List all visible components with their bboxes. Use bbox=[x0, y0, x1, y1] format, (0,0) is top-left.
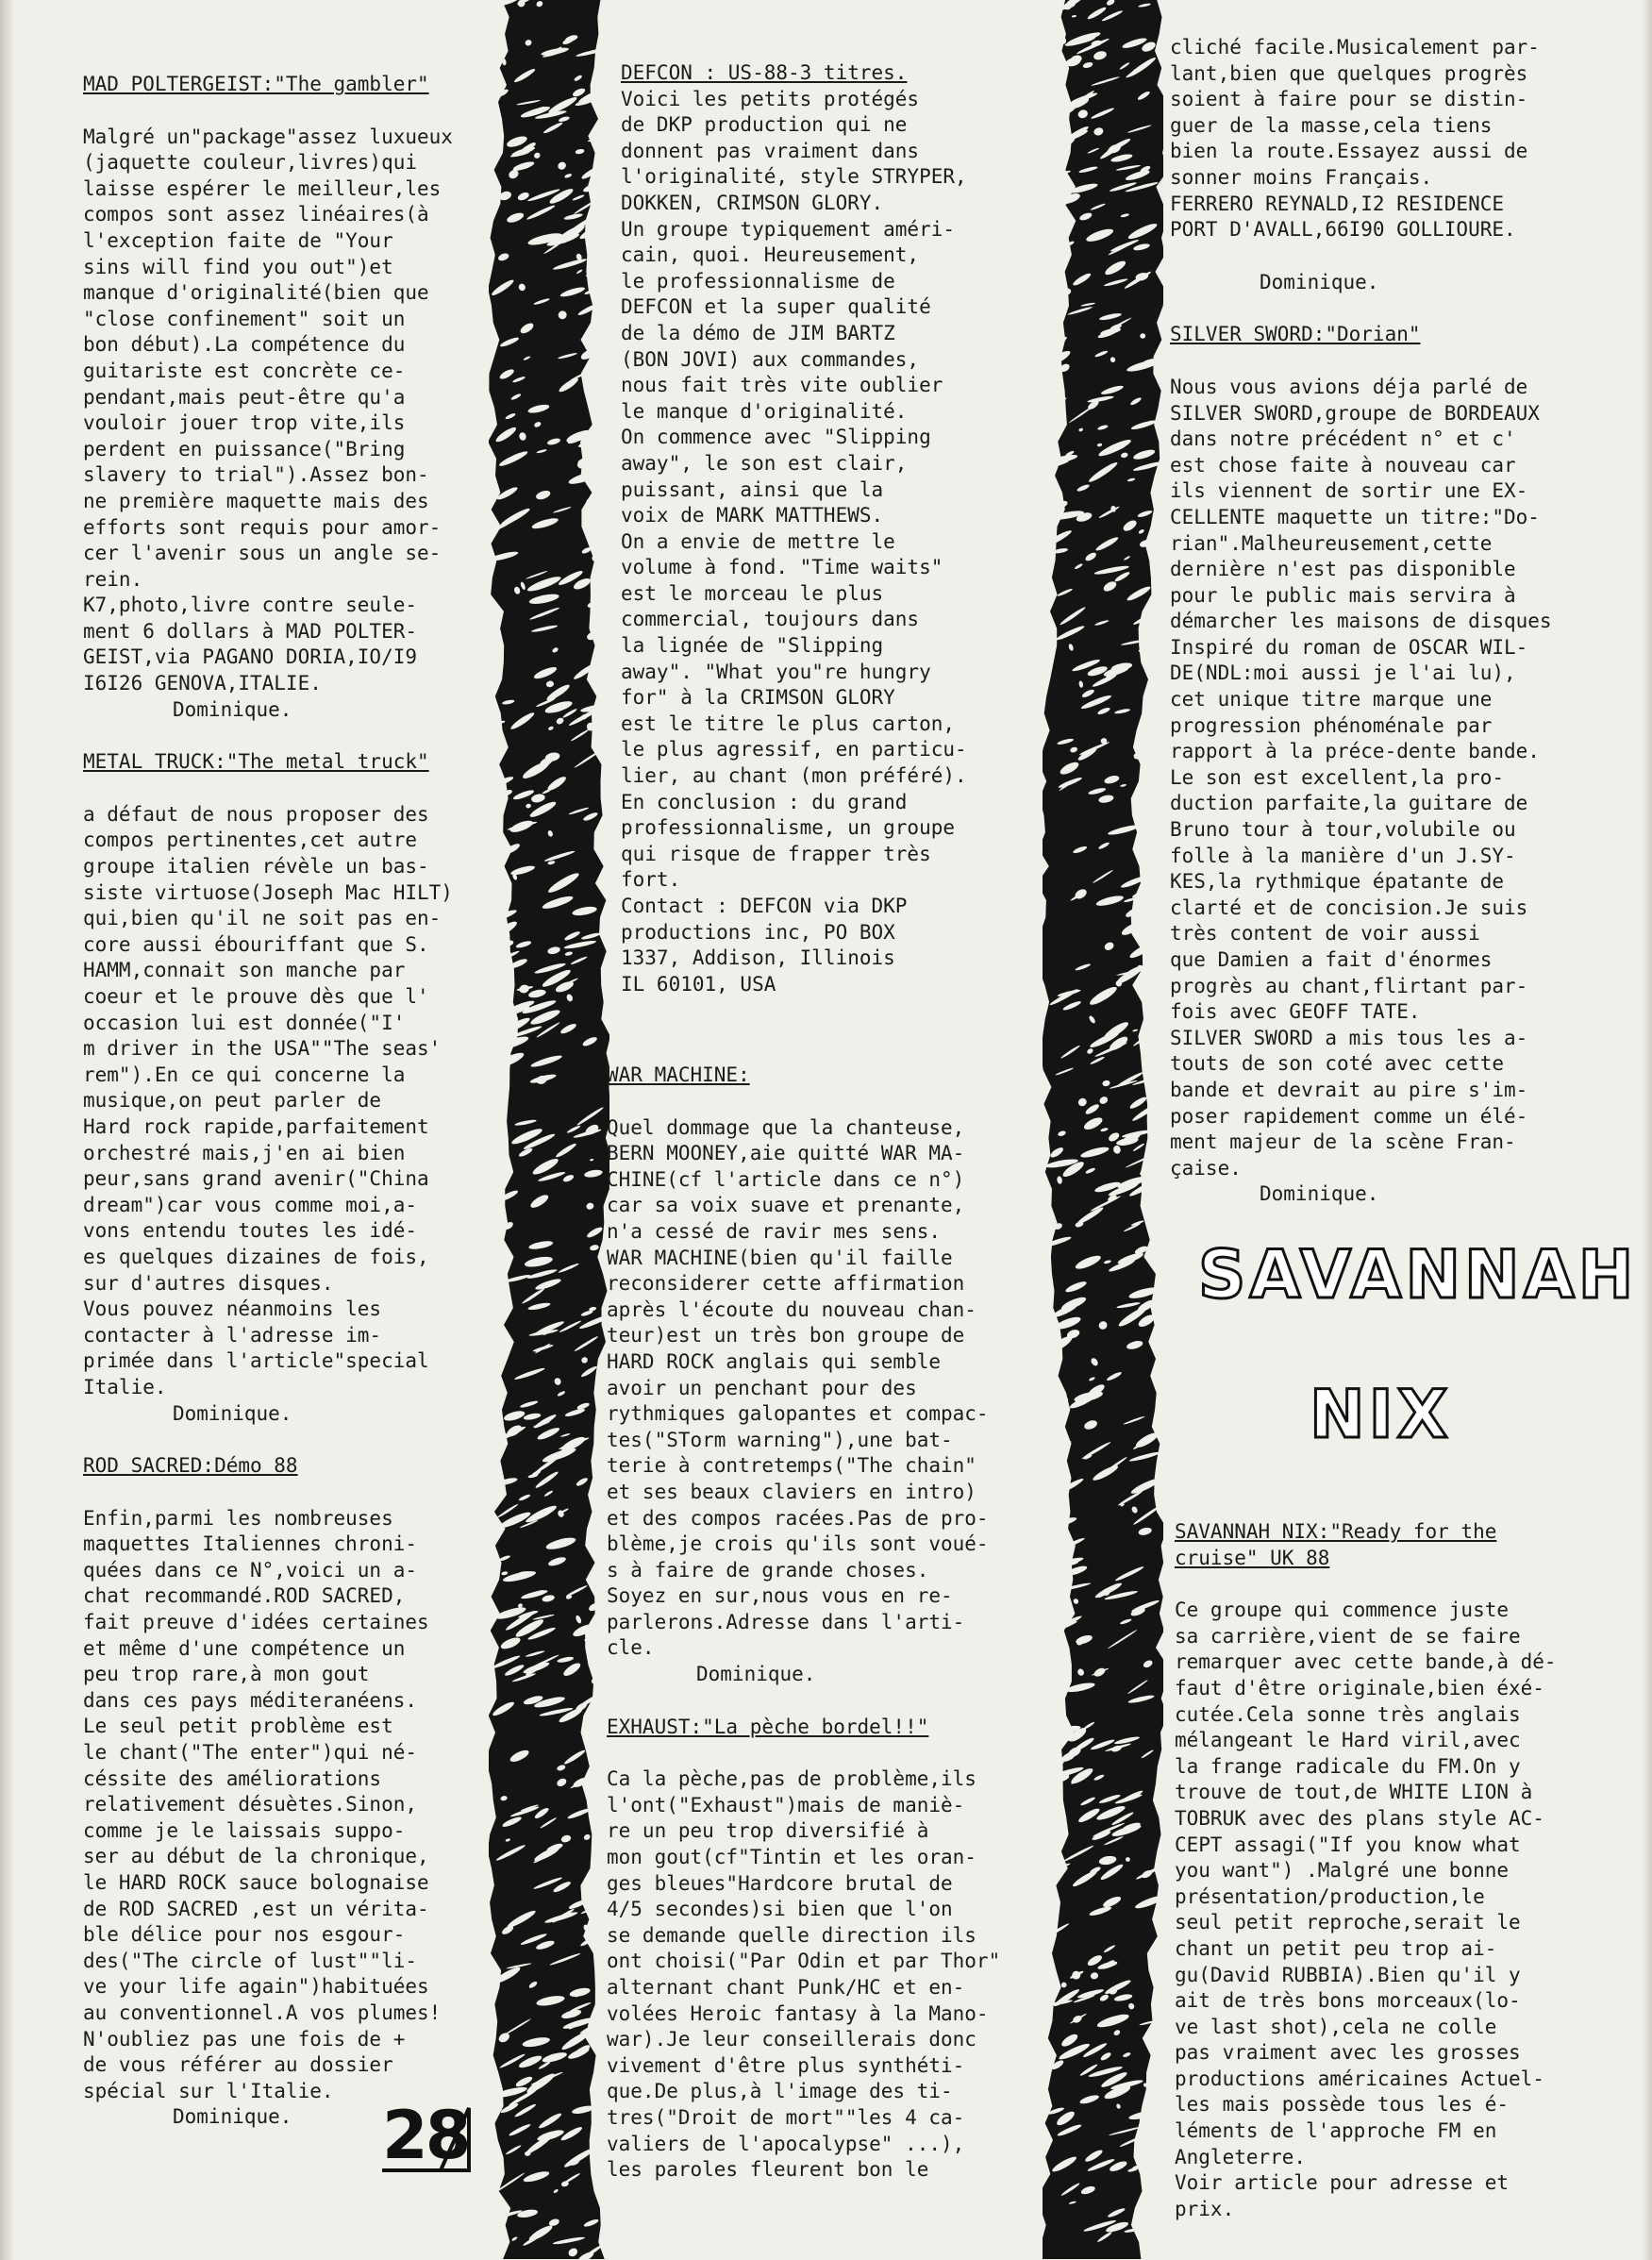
text-line: teur)est un très bon groupe de bbox=[607, 1324, 965, 1348]
text-line: compos pertinentes,cet autre bbox=[83, 829, 418, 852]
text-line: l'originalité, style STRYPER, bbox=[621, 165, 967, 189]
text-line: ait de très bons morceaux(lo- bbox=[1175, 1989, 1521, 2013]
paragraph-gap bbox=[607, 1740, 1041, 1766]
text-line: lant,bien que quelques progrès bbox=[1170, 61, 1528, 85]
review-title: SILVER SWORD:"Dorian" bbox=[1170, 323, 1421, 346]
text-line: TOBRUK avec des plans style AC- bbox=[1175, 1806, 1544, 1830]
text-line: duction parfaite,la guitare de bbox=[1170, 792, 1528, 815]
text-line: ve last shot),cela ne colle bbox=[1175, 2015, 1497, 2038]
text-line: cer l'avenir sous un angle se- bbox=[83, 542, 442, 565]
text-line: Inspiré du roman de OSCAR WIL- bbox=[1170, 635, 1528, 659]
text-line: GEIST,via PAGANO DORIA,IO/I9 bbox=[83, 645, 418, 669]
text-line: ser au début de la chronique, bbox=[83, 1845, 429, 1868]
text-line: ils viennent de sortir une EX- bbox=[1170, 479, 1528, 503]
text-line: trouve de tout,de WHITE LION à bbox=[1175, 1781, 1533, 1804]
text-line: ble délice pour nos esgour- bbox=[83, 1923, 406, 1947]
text-line: est le titre le plus carton, bbox=[621, 711, 956, 735]
text-line: pas vraiment avec les grosses bbox=[1175, 2041, 1521, 2065]
text-line: avoir un penchant pour des bbox=[607, 1376, 917, 1399]
text-line: ment majeur de la scène Fran- bbox=[1170, 1130, 1516, 1154]
text-line: N'oubliez pas une fois de + bbox=[83, 2027, 406, 2051]
text-line: FERRERO REYNALD,I2 RESIDENCE bbox=[1170, 192, 1505, 215]
text-line: gu(David RUBBIA).Bien qu'il y bbox=[1175, 1963, 1521, 1986]
text-line: Le son est excellent,la pro- bbox=[1170, 765, 1505, 789]
text-line: slavery to trial").Assez bon- bbox=[83, 463, 429, 487]
text-line: Italie. bbox=[83, 1375, 167, 1398]
text-line: Angleterre. bbox=[1175, 2145, 1307, 2168]
text-line: vivement d'être plus synthéti- bbox=[607, 2053, 965, 2077]
text-line: la frange radicale du FM.On y bbox=[1175, 1754, 1521, 1778]
review-title: EXHAUST:"La pèche bordel!!" bbox=[607, 1715, 929, 1738]
review-title: WAR MACHINE: bbox=[607, 1063, 750, 1086]
text-line: rem").En ce qui concerne la bbox=[83, 1063, 406, 1086]
author-signature: Dominique. bbox=[696, 1663, 816, 1686]
text-line: dans ces pays méditeranéens. bbox=[83, 1688, 418, 1712]
page-number-box bbox=[382, 2097, 486, 2174]
text-line: quées dans ce N°,voici un a- bbox=[83, 1558, 418, 1582]
text-line: démarcher les maisons de disques bbox=[1170, 610, 1552, 633]
text-line: reconsiderer cette affirmation bbox=[607, 1272, 965, 1296]
text-line: le chant("The enter")qui né- bbox=[83, 1741, 418, 1765]
text-line: voix de MARK MATTHEWS. bbox=[621, 504, 884, 527]
review-title: SAVANNAH NIX:"Ready for the bbox=[1175, 1520, 1497, 1543]
text-line: compos sont assez linéaires(à bbox=[83, 203, 429, 226]
text-line: WAR MACHINE(bien qu'il faille bbox=[607, 1246, 953, 1269]
text-line: donnent pas vraiment dans bbox=[621, 139, 920, 162]
text-line: "close confinement" soit un bbox=[83, 307, 406, 330]
text-line: Hard rock rapide,parfaitement bbox=[83, 1114, 429, 1138]
text-line: l'exception faite de "Your bbox=[83, 228, 393, 252]
text-line: Un groupe typiquement améri- bbox=[621, 217, 956, 241]
text-line: céssite des améliorations bbox=[83, 1766, 382, 1790]
text-line: for" à la CRIMSON GLORY bbox=[621, 686, 895, 710]
text-line: dream")car vous comme moi,a- bbox=[83, 1193, 418, 1216]
text-line: siste virtuose(Joseph Mac HILT) bbox=[83, 880, 453, 904]
text-line: Ca la pèche,pas de problème,ils bbox=[607, 1767, 976, 1791]
text-line: bande et devrait au pire s'im- bbox=[1170, 1078, 1528, 1101]
review-title: cruise" UK 88 bbox=[1175, 1546, 1330, 1569]
text-line: musique,on peut parler de bbox=[83, 1089, 382, 1113]
text-line: des("The circle of lust""li- bbox=[83, 1949, 418, 1972]
review-title: MAD POLTERGEIST:"The gambler" bbox=[83, 73, 429, 95]
text-line: lier, au chant (mon préféré). bbox=[621, 764, 967, 788]
text-line: peur,sans grand avenir("China bbox=[83, 1167, 429, 1191]
text-line: Soyez en sur,nous vous en re- bbox=[607, 1584, 953, 1608]
review-title: DEFCON : US-88-3 titres. bbox=[621, 61, 908, 84]
text-line: K7,photo,livre contre seule- bbox=[83, 594, 418, 617]
text-line: et même d'une compétence un bbox=[83, 1636, 406, 1660]
paragraph-gap bbox=[1170, 243, 1613, 270]
text-line: dans notre précédent n° et c' bbox=[1170, 427, 1516, 451]
text-line: bon début).La compétence du bbox=[83, 333, 406, 357]
author-signature: Dominique. bbox=[173, 2105, 292, 2129]
author-signature: Dominique. bbox=[173, 697, 292, 721]
text-line: et des compos racées.Pas de pro- bbox=[607, 1506, 989, 1530]
text-line: clarté et de concision.Je suis bbox=[1170, 896, 1528, 919]
text-line: professionnalisme, un groupe bbox=[621, 816, 956, 840]
text-line: a défaut de nous proposer des bbox=[83, 802, 429, 826]
text-line: blème,je crois qu'ils sont voué- bbox=[607, 1532, 989, 1556]
text-line: SILVER SWORD,groupe de BORDEAUX bbox=[1170, 401, 1540, 425]
text-line: DOKKEN, CRIMSON GLORY. bbox=[621, 191, 884, 214]
text-line: contacter à l'adresse im- bbox=[83, 1323, 382, 1347]
text-line: cle. bbox=[607, 1636, 655, 1660]
text-line: Le seul petit problème est bbox=[83, 1715, 393, 1738]
text-line: m driver in the USA""The seas' bbox=[83, 1037, 442, 1061]
text-line: ges bleues"Hardcore brutal de bbox=[607, 1871, 953, 1895]
text-line: qui risque de frapper très bbox=[621, 842, 931, 865]
text-line: fois avec GEOFF TATE. bbox=[1170, 1000, 1421, 1024]
text-line: primée dans l'article"special bbox=[83, 1349, 429, 1373]
text-line: nous fait très vite oublier bbox=[621, 374, 943, 397]
text-line: BERN MOONEY,aie quitté WAR MA- bbox=[607, 1142, 965, 1165]
text-line: cain, quoi. Heureusement, bbox=[621, 243, 920, 267]
text-line: et ses beaux claviers en intro) bbox=[607, 1480, 976, 1503]
text-line: occasion lui est donnée("I' bbox=[83, 1011, 406, 1034]
text-line: Nous vous avions déja parlé de bbox=[1170, 375, 1528, 398]
text-line: coeur et le prouve dès que l' bbox=[83, 985, 429, 1008]
text-line: l'ont("Exhaust")mais de maniè- bbox=[607, 1793, 965, 1816]
text-line: car sa voix suave et prenante, bbox=[607, 1194, 965, 1217]
text-line: CEPT assagi("If you know what bbox=[1175, 1833, 1521, 1856]
text-line: de DKP production qui ne bbox=[621, 113, 908, 137]
text-line: Ce groupe qui commence juste bbox=[1175, 1599, 1510, 1622]
text-line: ment 6 dollars à MAD POLTER- bbox=[83, 619, 418, 643]
text-line: çaise. bbox=[1170, 1156, 1242, 1180]
paragraph-gap bbox=[83, 1480, 479, 1506]
text-line: après l'écoute du nouveau chan- bbox=[607, 1297, 976, 1321]
text-line: que.De plus,à l'image des ti- bbox=[607, 2080, 953, 2103]
text-line: SILVER SWORD a mis tous les a- bbox=[1170, 1026, 1528, 1049]
paragraph-gap bbox=[83, 776, 479, 802]
page-number: 28 bbox=[382, 2097, 469, 2174]
review-title: METAL TRUCK:"The metal truck" bbox=[83, 750, 429, 774]
text-line: Quel dommage que la chanteuse, bbox=[607, 1115, 965, 1139]
text-line: Contact : DEFCON via DKP bbox=[621, 895, 908, 917]
text-line: progression phénoménale par bbox=[1170, 713, 1493, 737]
text-line: rian".Malheureusement,cette bbox=[1170, 531, 1493, 555]
text-line: HARD ROCK anglais qui semble bbox=[607, 1349, 942, 1373]
text-line: alternant chant Punk/HC et en- bbox=[607, 1976, 965, 1999]
text-line: présentation/production,le bbox=[1175, 1884, 1485, 1908]
text-line: ne première maquette mais des bbox=[83, 489, 429, 512]
text-line: cet unique titre marque une bbox=[1170, 688, 1493, 711]
review-title: ROD SACRED:Démo 88 bbox=[83, 1454, 298, 1478]
text-line: faut d'être originale,bien éxé- bbox=[1175, 1676, 1544, 1699]
text-line: perdent en puissance("Bring bbox=[83, 437, 406, 460]
paragraph-gap bbox=[1175, 1571, 1618, 1598]
text-line: volume à fond. "Time waits" bbox=[621, 556, 943, 579]
text-line: you want") .Malgré une bonne bbox=[1175, 1859, 1510, 1883]
text-line: au conventionnel.A vos plumes! bbox=[83, 2001, 442, 2024]
savannah-logo-line2: NIX bbox=[1310, 1376, 1452, 1453]
text-line: IL 60101, USA bbox=[621, 972, 776, 996]
paragraph-gap bbox=[607, 1089, 1041, 1115]
text-line: 4/5 secondes)si bien que l'on bbox=[607, 1898, 953, 1921]
column-middle-bottom bbox=[607, 1063, 1041, 2184]
column-middle-top bbox=[621, 60, 1006, 997]
text-line: le manque d'originalité. bbox=[621, 399, 908, 423]
text-line: puissant, ainsi que la bbox=[621, 477, 884, 501]
text-line: terie à contretemps("The chain" bbox=[607, 1454, 976, 1478]
text-line: rythmiques galopantes et compac- bbox=[607, 1402, 989, 1426]
text-line: qui,bien qu'il ne soit pas en- bbox=[83, 907, 442, 930]
text-line: touts de son coté avec cette bbox=[1170, 1052, 1505, 1076]
text-line: sur d'autres disques. bbox=[83, 1271, 334, 1295]
text-line: guer de la masse,cela tiens bbox=[1170, 113, 1493, 137]
paragraph-gap bbox=[83, 98, 479, 125]
column-right-bottom bbox=[1175, 1519, 1618, 2222]
text-line: productions américaines Actuel- bbox=[1175, 2067, 1544, 2090]
text-line: Voir article pour adresse et bbox=[1175, 2171, 1510, 2195]
text-line: ve your life again")habituées bbox=[83, 1975, 429, 1999]
text-line: cutée.Cela sonne très anglais bbox=[1175, 1702, 1521, 1726]
text-line: re un peu trop diversifié à bbox=[607, 1819, 929, 1843]
text-line: On a envie de mettre le bbox=[621, 529, 895, 553]
right-texture-band bbox=[1043, 0, 1163, 2260]
column-left bbox=[83, 72, 479, 2131]
text-line: léments de l'approche FM en bbox=[1175, 2119, 1497, 2143]
text-line: KES,la rythmique épatante de bbox=[1170, 870, 1505, 894]
text-line: parlerons.Adresse dans l'arti- bbox=[607, 1610, 965, 1633]
text-line: manque d'originalité(bien que bbox=[83, 281, 429, 305]
text-line: 1337, Addison, Illinois bbox=[621, 946, 895, 970]
text-line: remarquer avec cette bande,à dé- bbox=[1175, 1650, 1557, 1674]
text-line: laisse espérer le meilleur,les bbox=[83, 176, 442, 200]
text-line: les paroles fleurent bon le bbox=[607, 2158, 929, 2182]
text-line: Bruno tour à tour,volubile ou bbox=[1170, 818, 1516, 842]
text-line: Vous pouvez néanmoins les bbox=[83, 1297, 382, 1321]
text-line: DE(NDL:moi aussi je l'ai lu), bbox=[1170, 661, 1516, 685]
text-line: DEFCON et la super qualité bbox=[621, 295, 931, 319]
text-line: es quelques dizaines de fois, bbox=[83, 1245, 429, 1268]
text-line: de la démo de JIM BARTZ bbox=[621, 321, 895, 344]
text-line: war).Je leur conseillerais donc bbox=[607, 2028, 976, 2051]
text-line: ont choisi("Par Odin et par Thor" bbox=[607, 1950, 1001, 1973]
text-line: le HARD ROCK sauce bolognaise bbox=[83, 1871, 429, 1894]
text-line: soient à faire pour se distin- bbox=[1170, 88, 1528, 111]
left-texture-band bbox=[489, 0, 609, 2260]
text-line: away". "What you"re hungry bbox=[621, 660, 931, 683]
text-line: Enfin,parmi les nombreuses bbox=[83, 1506, 393, 1530]
text-line: (BON JOVI) aux commandes, bbox=[621, 347, 920, 371]
text-line: très content de voir aussi bbox=[1170, 922, 1480, 946]
text-line: away", le son est clair, bbox=[621, 451, 908, 475]
text-line: volées Heroic fantasy à la Mano- bbox=[607, 2001, 989, 2025]
text-line: guitariste est concrète ce- bbox=[83, 359, 406, 382]
text-line: vons entendu toutes les idé- bbox=[83, 1219, 418, 1243]
text-line: dernière n'est pas disponible bbox=[1170, 558, 1516, 581]
text-line: productions inc, PO BOX bbox=[621, 920, 895, 944]
text-line: sa carrière,vient de se faire bbox=[1175, 1624, 1521, 1648]
text-line: prix. bbox=[1175, 2197, 1235, 2220]
text-line: chant un petit peu trop ai- bbox=[1175, 1936, 1497, 1960]
text-line: spécial sur l'Italie. bbox=[83, 2079, 334, 2102]
text-line: rein. bbox=[83, 567, 143, 591]
text-line: vouloir jouer trop vite,ils bbox=[83, 411, 406, 435]
author-signature: Dominique. bbox=[1260, 270, 1379, 293]
text-line: cliché facile.Musicalement par- bbox=[1170, 36, 1540, 59]
text-line: s à faire de grande choses. bbox=[607, 1558, 929, 1582]
text-line: Voici les petits protégés bbox=[621, 87, 920, 110]
column-right-top bbox=[1170, 35, 1613, 1208]
text-line: Malgré un"package"assez luxueux bbox=[83, 125, 453, 148]
text-line: tes("STorm warning"),une bat- bbox=[607, 1428, 953, 1451]
paragraph-gap bbox=[607, 1688, 1041, 1715]
paragraph-gap bbox=[83, 1427, 479, 1453]
text-line: mélangeant le Hard viril,avec bbox=[1175, 1729, 1521, 1752]
text-line: comme je le laissais suppo- bbox=[83, 1818, 406, 1842]
text-line: commercial, toujours dans bbox=[621, 608, 920, 631]
text-line: de vous référer au dossier bbox=[83, 2053, 393, 2077]
text-line: la lignée de "Slipping bbox=[621, 634, 884, 658]
text-line: CELLENTE maquette un titre:"Do- bbox=[1170, 505, 1540, 528]
text-line: est chose faite à nouveau car bbox=[1170, 453, 1516, 477]
text-line: mon gout(cf"Tintin et les oran- bbox=[607, 1846, 976, 1869]
text-line: groupe italien révèle un bas- bbox=[83, 855, 429, 879]
text-line: En conclusion : du grand bbox=[621, 790, 908, 813]
text-line: se demande quelle direction ils bbox=[607, 1923, 976, 1947]
text-line: pour le public mais servira à bbox=[1170, 583, 1516, 607]
text-line: I6I26 GENOVA,ITALIE. bbox=[83, 672, 322, 695]
text-line: poser rapidement comme un élé- bbox=[1170, 1104, 1528, 1128]
text-line: sins will find you out")et bbox=[83, 255, 393, 278]
text-line: peu trop rare,à mon gout bbox=[83, 1663, 370, 1686]
text-line: core aussi ébouriffant que S. bbox=[83, 932, 429, 956]
page-right-edge bbox=[1643, 0, 1652, 2260]
text-line: chat recommandé.ROD SACRED, bbox=[83, 1584, 406, 1608]
text-line: tres("Droit de mort""les 4 ca- bbox=[607, 2105, 965, 2129]
text-line: que Damien a fait d'énormes bbox=[1170, 948, 1493, 971]
text-line: (jaquette couleur,livres)qui bbox=[83, 151, 418, 175]
text-line: seul petit reproche,serait le bbox=[1175, 1911, 1521, 1934]
text-line: PORT D'AVALL,66I90 GOLLIOURE. bbox=[1170, 218, 1516, 242]
text-line: On commence avec "Slipping bbox=[621, 426, 931, 449]
text-line: CHINE(cf l'article dans ce n°) bbox=[607, 1167, 965, 1191]
text-line: sonner moins Français. bbox=[1170, 165, 1433, 189]
text-line: le plus agressif, en particu- bbox=[621, 738, 967, 762]
text-line: n'a cessé de ravir mes sens. bbox=[607, 1219, 942, 1243]
text-line: orchestré mais,j'en ai bien bbox=[83, 1141, 406, 1164]
text-line: relativement désuètes.Sinon, bbox=[83, 1793, 418, 1816]
text-line: les mais possède tous les é- bbox=[1175, 2093, 1510, 2117]
text-line: fort. bbox=[621, 868, 681, 892]
paragraph-gap bbox=[1170, 295, 1613, 322]
text-line: valiers de l'apocalypse" ...), bbox=[607, 2132, 965, 2155]
text-line: rapport à la préce-dente bande. bbox=[1170, 740, 1540, 763]
text-line: bien la route.Essayez aussi de bbox=[1170, 140, 1528, 163]
text-line: est le morceau le plus bbox=[621, 581, 884, 605]
savannah-logo-line1: SAVANNAH bbox=[1198, 1236, 1638, 1314]
text-line: folle à la manière d'un J.SY- bbox=[1170, 844, 1516, 867]
author-signature: Dominique. bbox=[1260, 1182, 1379, 1206]
text-line: de ROD SACRED ,est un vérita- bbox=[83, 1897, 429, 1920]
text-line: le professionnalisme de bbox=[621, 269, 895, 293]
text-line: maquettes Italiennes chroni- bbox=[83, 1532, 418, 1556]
paragraph-gap bbox=[83, 723, 479, 749]
text-line: fait preuve d'idées certaines bbox=[83, 1611, 429, 1634]
text-line: progrès au chant,flirtant par- bbox=[1170, 974, 1528, 997]
text-line: HAMM,connait son manche par bbox=[83, 959, 406, 982]
text-line: pendant,mais peut-être qu'a bbox=[83, 385, 406, 409]
author-signature: Dominique. bbox=[173, 1401, 292, 1425]
text-line: efforts sont requis pour amor- bbox=[83, 515, 442, 539]
paragraph-gap bbox=[1170, 348, 1613, 375]
page-binding-edge bbox=[0, 0, 13, 2260]
